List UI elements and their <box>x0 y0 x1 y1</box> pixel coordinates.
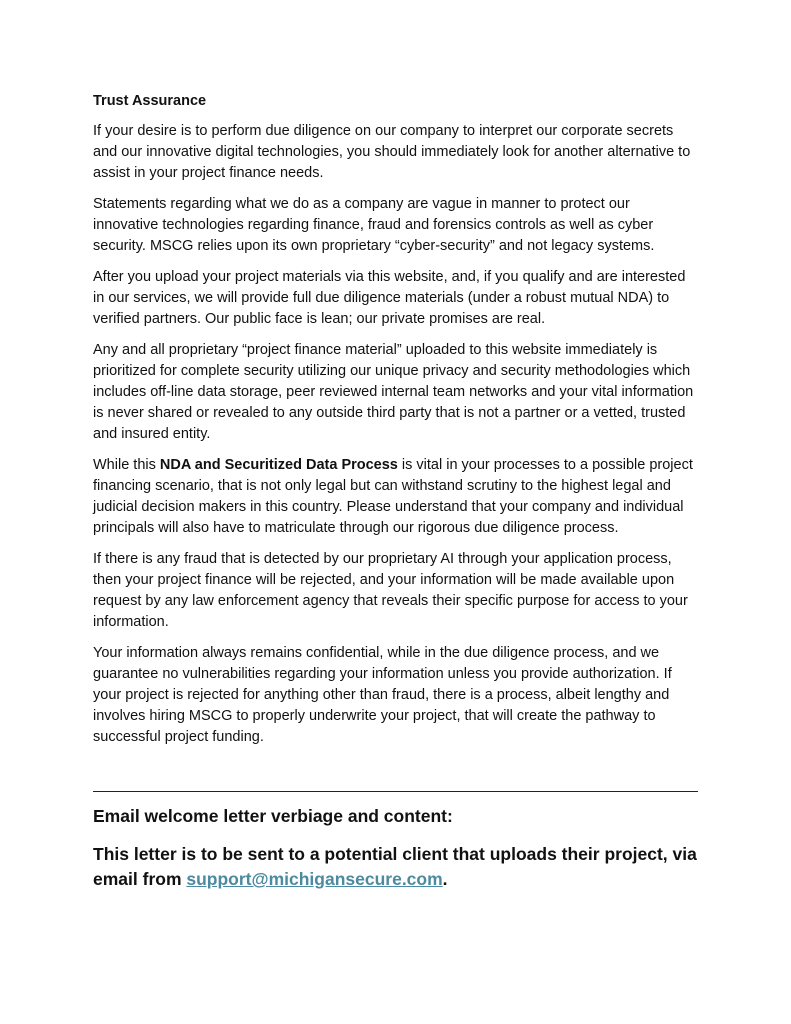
paragraph-security: Any and all proprietary “project finance material” uploaded to this website immediately is prioritized for complete security utilizing our unique privacy and security methodologies which includes off-line data storage, peer reviewed internal team networks and your vital information is never shared or revealed to any outside third party that is not a partner or a vetted, trusted and insured entity. <box>93 342 694 442</box>
paragraph-nda <box>93 455 699 539</box>
email-section-heading: Email welcome letter verbiage and content: <box>93 806 453 826</box>
nda-text-after: is vital in your processes to a possible project financing scenario, that is not only legal but can withstand scrutiny to the highest legal and judicial decision makers in this country. Please understand that your company and individual principals will also have to matriculate through our rigorous due diligence process. <box>93 457 693 536</box>
nda-bold-term: NDA and Securitized Data Process <box>159 457 398 473</box>
paragraph-statements: Statements regarding what we do as a company are vague in manner to protect our innovative technologies regarding finance, fraud and forensics controls as well as cyber security. MSCG relies upon its own proprietary “cyber-security” and not legacy systems. <box>93 196 655 254</box>
email-section-note <box>93 842 713 892</box>
paragraph-due-diligence: If your desire is to perform due diligence on our company to interpret our corporate secrets and our innovative digital technologies, you should immediately look for another alternative to assist in your project finance needs. <box>93 123 691 181</box>
email-note-text: This letter is to be sent to a potential client that uploads their project, via email from <box>93 844 697 889</box>
paragraph-confidential: Your information always remains confidential, while in the due diligence process, and we guarantee no vulnerabilities regarding your information unless you provide authorization. If your project is rejected for anything other than fraud, there is a process, albeit lengthy and involves hiring MSCG to properly underwrite your project, that will create the pathway to successful project funding. <box>93 645 672 745</box>
email-note-end: . <box>442 869 448 889</box>
paragraph-upload: After you upload your project materials via this website, and, if you qualify and are interested in our services, we will provide full due diligence materials (under a robust mutual NDA) to verified partners. Our public face is lean; our private promises are real. <box>93 269 686 327</box>
support-email-link[interactable]: support@michigansecure.com <box>186 869 443 889</box>
paragraph-fraud: If there is any fraud that is detected by our proprietary AI through your application process, then your project finance will be rejected, and your information will be made available upon request by any law enforcement agency that reveals their specific purpose for access to your information. <box>93 551 688 630</box>
nda-text-before: While this <box>93 457 160 473</box>
section-title: Trust Assurance <box>93 93 207 109</box>
document-body <box>93 91 699 758</box>
section-divider <box>93 791 698 792</box>
